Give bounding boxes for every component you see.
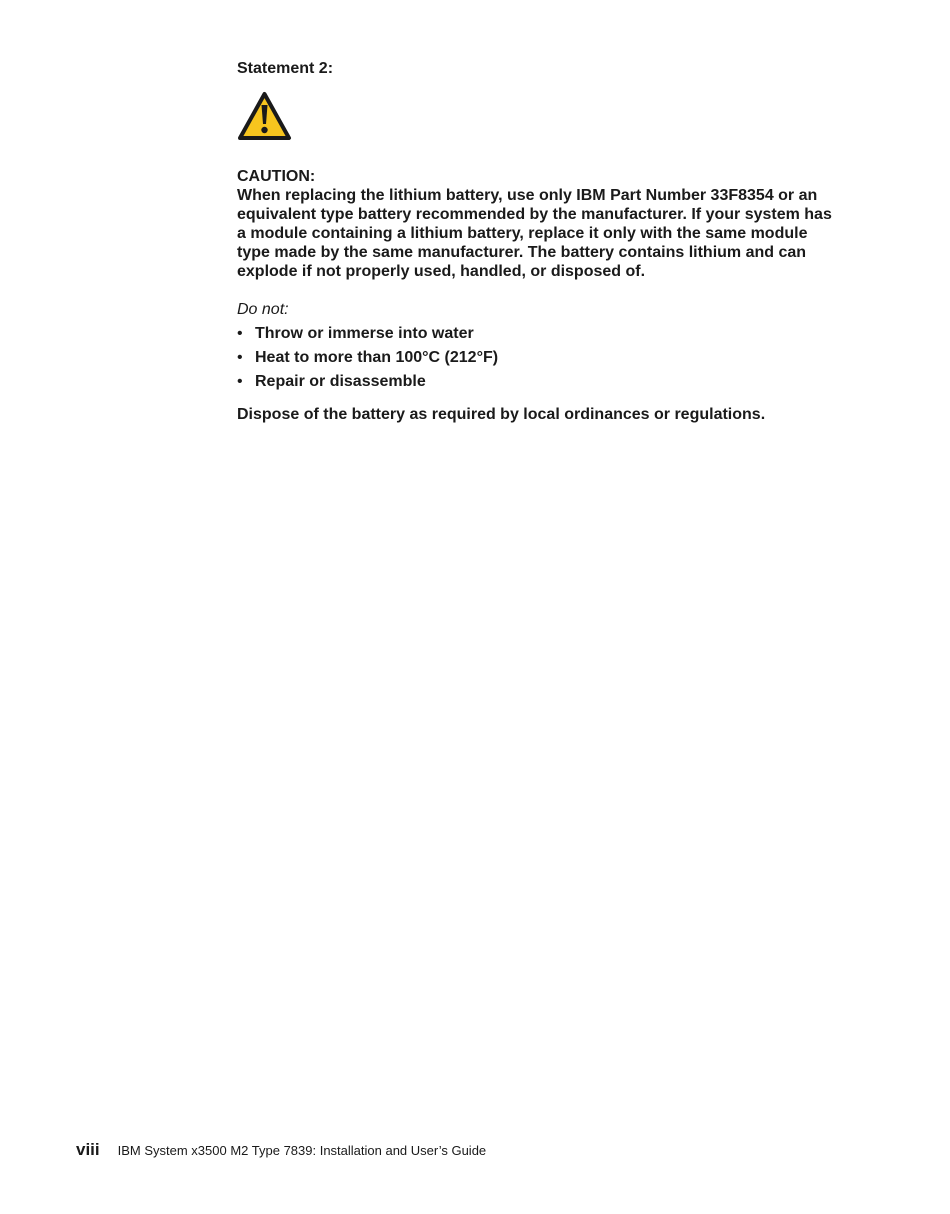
dispose-text: Dispose of the battery as required by local ordinances or regulations.: [237, 406, 766, 423]
list-item-text: Heat to more than 100°C (212°F): [255, 349, 499, 366]
bullet-icon: •: [237, 325, 243, 342]
page-footer: [76, 1140, 486, 1160]
book-title: IBM System x3500 M2 Type 7839: Installation and User’s Guide: [117, 1143, 487, 1158]
list-item-text: Throw or immerse into water: [255, 325, 474, 342]
list-item-text: Repair or disassemble: [255, 373, 426, 390]
bullet-icon: •: [237, 373, 243, 390]
bullet-icon: •: [237, 349, 243, 366]
do-not-list: [237, 324, 842, 391]
list-item: [237, 324, 842, 343]
caution-text: When replacing the lithium battery, use only IBM Part Number 33F8354 or an equivalent type battery recommended by the manufacturer. If your system has a module containing a lithium battery, replace it only with the same module type made by the same manufacturer. The battery contains lithium and can explode if not properly used, handled, or disposed of.: [237, 187, 832, 280]
page-number: viii: [76, 1140, 100, 1159]
list-item: [237, 372, 842, 391]
safety-statement: [237, 58, 842, 424]
caution-label: CAUTION:: [237, 168, 316, 185]
list-item: [237, 348, 842, 367]
warning-triangle-icon: [237, 91, 292, 141]
do-not-label: Do not:: [237, 301, 289, 318]
statement-heading: Statement 2:: [237, 60, 334, 77]
